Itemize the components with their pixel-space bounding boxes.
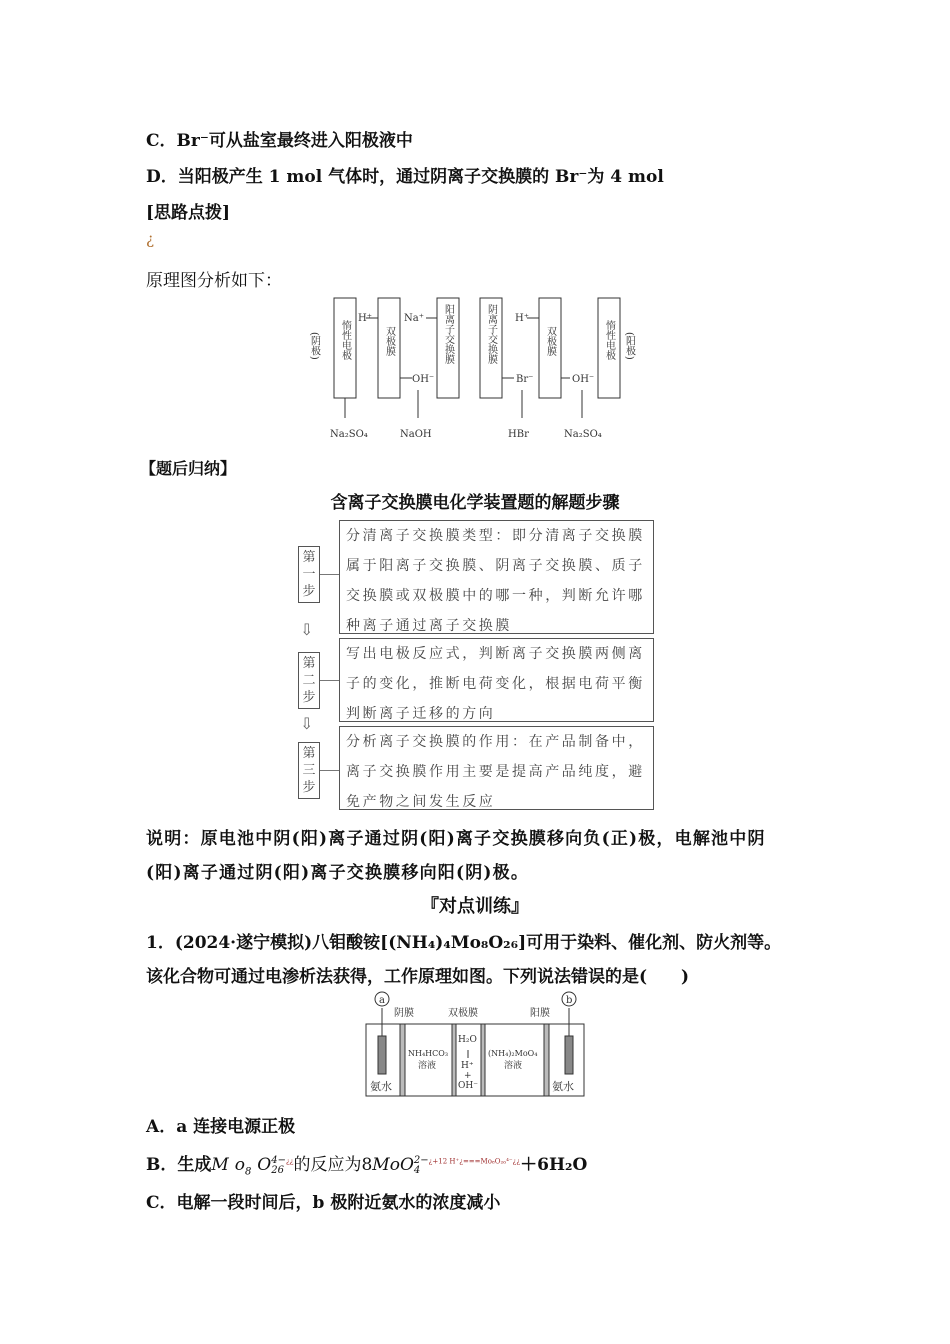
option-b-o: o bbox=[234, 1155, 245, 1175]
middle-water: H₂O bbox=[458, 1035, 477, 1045]
middle-oh-minus: OH⁻ bbox=[458, 1081, 478, 1091]
step-1-label: 第一步 bbox=[298, 546, 320, 603]
option-b-moo-sub: 4 bbox=[413, 1164, 421, 1176]
question-1-line-1: 1．(2024·遂宁模拟)八钼酸铵[(NH₄)₄Mo₈O₂₆]可用于染料、催化剂、防火剂等。 bbox=[146, 933, 782, 953]
option-b-sub26: 26 bbox=[271, 1164, 284, 1176]
right-ammonia-label: 氨水 bbox=[552, 1080, 574, 1093]
hint-title: [思路点拨] bbox=[146, 203, 231, 223]
ion-na-plus: Na⁺ bbox=[404, 313, 424, 324]
step-arrow-1-icon: ⇩ bbox=[300, 620, 314, 639]
step-2-box bbox=[339, 638, 654, 722]
middle-h-plus: H⁺ bbox=[461, 1061, 474, 1071]
step-3-connector bbox=[320, 770, 340, 771]
anion-membrane-label: 阴离子交换膜 bbox=[485, 304, 497, 364]
product-na2so4-right: Na₂SO₄ bbox=[564, 429, 602, 440]
option-c: C．电解一段时间后，b 极附近氨水的浓度减小 bbox=[146, 1193, 501, 1213]
step-1-connector bbox=[320, 574, 340, 575]
step-3-box bbox=[339, 726, 654, 810]
step-2-text: 写出电极反应式，判断离子交换膜两侧离子的变化，推断电荷变化，根据电荷平衡判断离子迁移的方向 bbox=[346, 646, 645, 722]
option-b-mid: 的反应为8 bbox=[293, 1155, 373, 1175]
option-b-garble-1: ¿¿ bbox=[285, 1157, 294, 1166]
step-1-box bbox=[339, 520, 654, 634]
cation-membrane-label: 阳离子交换膜 bbox=[442, 304, 454, 364]
step-arrow-2-icon: ⇩ bbox=[300, 714, 314, 733]
inert-electrode-left-label: 惰性电极 bbox=[339, 320, 351, 360]
right-electrode-side: (阳极) bbox=[623, 332, 635, 360]
left-solution-label: 溶液 bbox=[418, 1061, 437, 1071]
left-electrode-side: (阴极) bbox=[308, 332, 320, 360]
question-1-line-2: 该化合物可通过电渗析法获得，工作原理如图。下列说法错误的是( ) bbox=[146, 967, 690, 987]
left-ammonia-label: 氨水 bbox=[370, 1080, 392, 1093]
bipolar-membrane bbox=[452, 1024, 456, 1096]
ion-h-plus-right: H⁺ bbox=[515, 313, 529, 324]
terminal-b-label: b bbox=[566, 995, 573, 1006]
ion-oh-right: OH⁻ bbox=[572, 374, 595, 385]
product-hbr: HBr bbox=[508, 429, 529, 440]
option-b-garble-3: ¿ bbox=[516, 1157, 521, 1166]
left-solution-formula: NH₄HCO₃ bbox=[408, 1049, 449, 1058]
middle-plus: + bbox=[464, 1071, 472, 1081]
terminal-a-label: a bbox=[379, 995, 385, 1006]
step-1-text: 分清离子交换膜类型：即分清离子交换膜属于阳离子交换膜、阴离子交换膜、质子交换膜或双极膜中的哪一种，判断允许哪种离子通过离子交换膜 bbox=[346, 528, 645, 634]
product-na2so4-left: Na₂SO₄ bbox=[330, 429, 368, 440]
hint-intro: 原理图分析如下： bbox=[146, 271, 282, 291]
bipolar-right-label: 双极膜 bbox=[544, 326, 556, 356]
right-solution-formula: (NH₄)₂MoO₄ bbox=[488, 1049, 538, 1058]
option-d-top: D．当阳极产生 1 mol 气体时，通过阴离子交换膜的 Br⁻为 4 mol bbox=[146, 167, 664, 187]
ion-h-plus-left: H⁺ bbox=[358, 313, 372, 324]
electrodialysis-diagram-2 bbox=[360, 990, 590, 1100]
right-solution-label: 溶液 bbox=[504, 1061, 523, 1071]
summary-note-line-2: (阳)离子通过阴(阳)离子交换膜移向阳(阴)极。 bbox=[146, 863, 530, 883]
option-b-sub8: 8 bbox=[244, 1166, 252, 1178]
product-naoh: NaOH bbox=[400, 429, 432, 440]
electrodialysis-diagram-1 bbox=[300, 292, 650, 444]
step-3-text: 分析离子交换膜的作用：在产品制备中，离子交换膜作用主要是提高产品纯度，避免产物之间发生反应 bbox=[346, 734, 645, 810]
option-b-suffix: ＋6H₂O bbox=[520, 1155, 588, 1175]
option-b-moo: MoO bbox=[372, 1155, 414, 1175]
bipolar-left-label: 双极膜 bbox=[383, 326, 395, 356]
anion-membrane-label: 阴膜 bbox=[394, 1008, 414, 1019]
cation-membrane bbox=[544, 1024, 549, 1096]
option-b-m: M bbox=[211, 1155, 229, 1175]
step-2-label: 第二步 bbox=[298, 652, 320, 709]
right-electrode bbox=[565, 1036, 573, 1074]
summary-note-line-1: 说明：原电池中阴(阳)离子通过阴(阳)离子交换膜移向负(正)极，电解池中阴 bbox=[146, 829, 766, 849]
left-electrode bbox=[378, 1036, 386, 1074]
hint-marker: ¿ bbox=[146, 230, 155, 248]
summary-title: 含离子交换膜电化学装置题的解题步骤 bbox=[330, 493, 620, 513]
cation-membrane-label: 阳膜 bbox=[530, 1008, 550, 1019]
bipolar-membrane-label: 双极膜 bbox=[448, 1008, 478, 1019]
bipolar-membrane-2 bbox=[481, 1024, 485, 1096]
option-c-top: C．Br⁻可从盐室最终进入阳极液中 bbox=[146, 131, 413, 151]
option-b-charge: 4− bbox=[271, 1154, 286, 1166]
option-a: A．a 连接电源正极 bbox=[146, 1117, 296, 1137]
anion-membrane bbox=[400, 1024, 405, 1096]
ion-oh-left: OH⁻ bbox=[412, 374, 435, 385]
option-b bbox=[146, 1150, 587, 1177]
option-b-o2: O bbox=[257, 1155, 272, 1175]
summary-tag: 【题后归纳】 bbox=[140, 459, 237, 478]
option-b-moo-charge: 2− bbox=[413, 1154, 429, 1166]
training-title: 『对点训练』 bbox=[421, 896, 529, 917]
ion-br-minus: Br⁻ bbox=[516, 374, 534, 385]
step-2-connector bbox=[320, 680, 340, 681]
inert-electrode-right-label: 惰性电极 bbox=[603, 320, 615, 360]
option-b-prefix: B．生成 bbox=[146, 1155, 212, 1175]
option-b-garble-2: ¿+12 H⁺¿===Mo₈O₂₆⁴⁻¿ bbox=[428, 1157, 517, 1166]
step-3-label: 第三步 bbox=[298, 742, 320, 799]
